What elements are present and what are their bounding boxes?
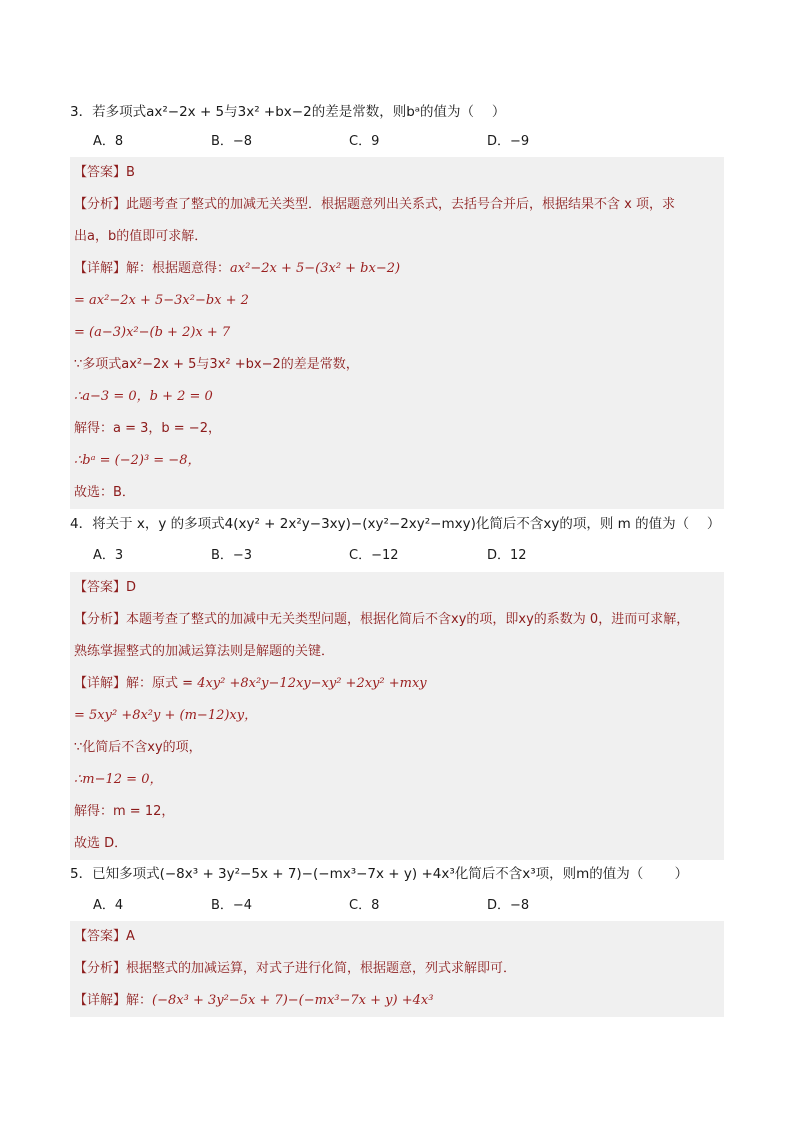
option-c: C．−12 (349, 548, 399, 563)
option-b: B．−3 (211, 548, 253, 563)
detail-row (70, 668, 724, 700)
analysis-tag: 【分析】 (74, 961, 127, 976)
detail-intro: 解：根据题意得： (126, 261, 231, 276)
answer-value: B (126, 165, 135, 180)
analysis-row-2 (70, 636, 724, 668)
detail-row (70, 985, 724, 1017)
option-a: A．3 (93, 548, 124, 563)
option-a: A．4 (93, 898, 124, 913)
analysis-row (70, 953, 724, 985)
option-d: D．−8 (487, 898, 530, 913)
detail-intro: 解： (126, 993, 153, 1008)
detail-step-text: ∴bᵃ = (−2)³ = −8， (74, 453, 201, 468)
question-5-options (93, 893, 713, 919)
detail-step-text: ∵化简后不含xy的项， (74, 740, 202, 755)
option-b: B．−8 (211, 134, 253, 149)
analysis-tag: 【分析】 (74, 197, 127, 212)
analysis-text: 本题考查了整式的加减中无关类型问题，根据化简后不含xy的项，即xy的系数为 0，进而可求解， (126, 612, 690, 627)
answer-row (70, 921, 724, 953)
answer-row (70, 157, 724, 189)
option-d: D．12 (487, 548, 527, 563)
detail-tag: 【详解】 (74, 676, 127, 691)
question-3-options (93, 129, 713, 155)
detail-step (70, 477, 724, 509)
analysis-text-2: 熟练掌握整式的加减运算法则是解题的关键． (74, 644, 335, 659)
detail-tag: 【详解】 (74, 261, 127, 276)
detail-step-text: ∴m−12 = 0， (74, 772, 163, 787)
detail-step (70, 445, 724, 477)
analysis-text: 此题考查了整式的加减无关类型．根据题意列出关系式，去括号合并后，根据结果不含 x 项，求 (126, 197, 675, 212)
detail-step (70, 828, 724, 860)
answer-tag: 【答案】 (74, 929, 127, 944)
detail-step-text: ∵多项式ax²−2x + 5与3x² +bx−2的差是常数， (74, 357, 359, 372)
detail-step (70, 700, 724, 732)
detail-step (70, 285, 724, 317)
question-5-stem: 5．已知多项式(−8x³ + 3y²−5x + 7)−(−mx³−7x + y) +4x³化简后不含x³项，则m的值为（ ） (70, 866, 689, 882)
option-c: C．9 (349, 134, 380, 149)
detail-step (70, 764, 724, 796)
analysis-row (70, 604, 724, 636)
answer-tag: 【答案】 (74, 165, 127, 180)
detail-step-text: ∴a−3 = 0，b + 2 = 0 (74, 389, 213, 404)
detail-step-text: 解得：a = 3，b = −2， (74, 421, 221, 436)
option-d: D．−9 (487, 134, 530, 149)
analysis-row-2 (70, 221, 724, 253)
detail-step (70, 796, 724, 828)
detail-step (70, 413, 724, 445)
detail-step-text: 解得：m = 12， (74, 804, 175, 819)
option-c: C．8 (349, 898, 380, 913)
detail-step-text: = 5xy² +8x²y + (m−12)xy， (74, 708, 258, 723)
detail-step (70, 349, 724, 381)
detail-step-text: = ax²−2x + 5−3x²−bx + 2 (74, 293, 249, 308)
analysis-text: 根据整式的加减运算，对式子进行化简，根据题意，列式求解即可． (126, 961, 517, 976)
analysis-tag: 【分析】 (74, 612, 127, 627)
question-5-solution (70, 921, 724, 1017)
detail-expression: (−8x³ + 3y²−5x + 7)−(−mx³−7x + y) +4x³ (152, 993, 434, 1008)
detail-step-text: 故选 D． (74, 836, 128, 851)
answer-value: A (126, 929, 135, 944)
detail-row (70, 253, 724, 285)
answer-value: D (126, 580, 137, 595)
detail-step (70, 381, 724, 413)
question-4-stem: 4．将关于 x，y 的多项式4(xy² + 2x²y−3xy)−(xy²−2xy²−mxy)化简后不含xy的项，则 m 的值为（ ） (70, 516, 721, 532)
answer-row (70, 572, 724, 604)
detail-tag: 【详解】 (74, 993, 127, 1008)
detail-step (70, 732, 724, 764)
detail-expression: 4xy² +8x²y−12xy−xy² +2xy² +mxy (197, 676, 427, 691)
question-4-options (93, 543, 713, 569)
question-3-solution (70, 157, 724, 509)
answer-tag: 【答案】 (74, 580, 127, 595)
detail-step (70, 317, 724, 349)
analysis-text-2: 出a，b的值即可求解． (74, 229, 208, 244)
analysis-row (70, 189, 724, 221)
detail-step-text: 故选：B． (74, 485, 135, 500)
question-3-stem: 3．若多项式ax²−2x + 5与3x² +bx−2的差是常数，则bᵃ的值为（ ） (70, 104, 506, 120)
option-a: A．8 (93, 134, 124, 149)
detail-intro: 解：原式 = (126, 676, 198, 691)
detail-step-text: = (a−3)x²−(b + 2)x + 7 (74, 325, 231, 340)
question-4-solution (70, 572, 724, 860)
option-b: B．−4 (211, 898, 253, 913)
detail-expression: ax²−2x + 5−(3x² + bx−2) (230, 261, 401, 276)
